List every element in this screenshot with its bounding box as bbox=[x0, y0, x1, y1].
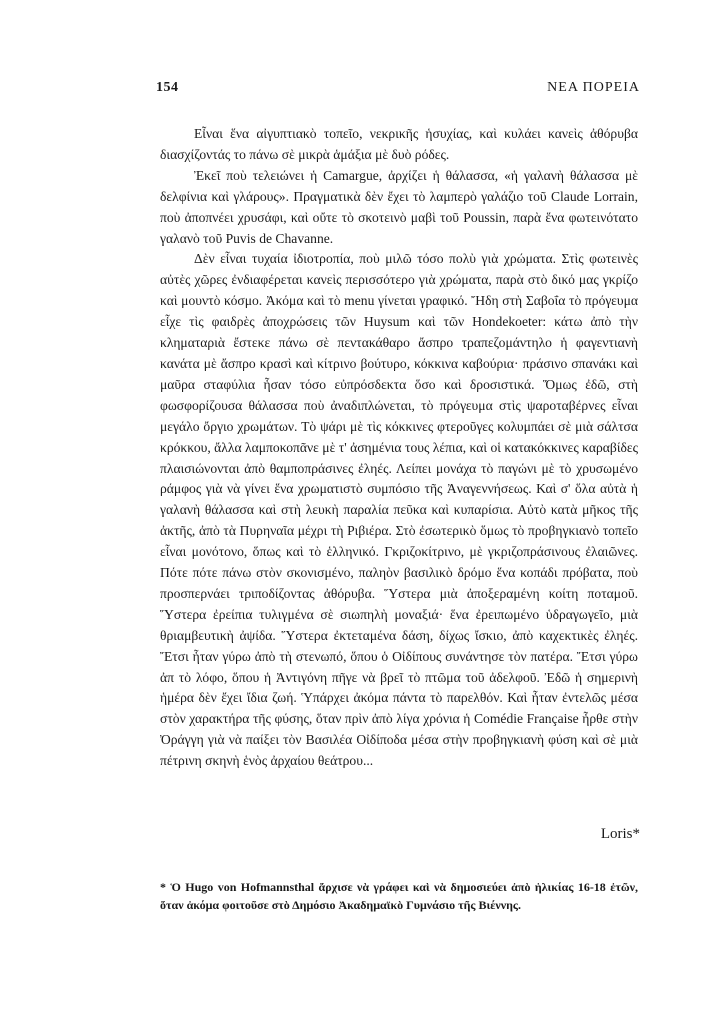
paragraph-3: Δὲν εἶναι τυχαία ἰδιοτροπία, ποὺ μιλῶ τόσο πολὺ γιὰ χρώματα. Στὶς φωτεινὲς αὐτὲς χῶρες ἐνδιαφέρεται κανεὶς περισσότερο γιὰ χρώματα, παρὰ στὸ δικό μας γκρίζο καὶ μουντὸ κόσμο. Ἀκόμα καὶ τὸ menu γίνεται γραφικό. Ἤδη στὴ Σαβοΐα τὸ πρόγευμα εἶχε τὶς φαιδρὲς ἀποχρώσεις τῶν Huysum καὶ τῶν Hondekoeter: κάτω ἀπὸ τὴν κληματαριὰ ἔστεκε πάνω σὲ πεντακάθαρο ἄσπρο τραπεζομάντηλο ἡ φαγεντιανὴ κανάτα μὲ ἄσπρο κρασὶ καὶ κίτρινο βούτυρο, κόκκινα καβούρια· πράσινο σπανάκι καὶ μαῦρα σταφύλια ἦσαν τόσο εὐπρόσδεκτα ὅσο καὶ δροσιστικά. Ὅμως ἐδῶ, στὴ φωσφορίζουσα θάλασσα ποὺ ἀναδιπλώνεται, τὸ πρόγευμα στὶς ψαροταβέρνες εἶναι μεγάλο ὄργιο χρωμάτων. Τὸ ψάρι μὲ τὶς κόκκινες φτεροῦγες κολυμπάει σὲ μιὰ σάλτσα κρόκκου, ἄλλα λαμποκοπᾶνε μὲ τ' ἀσημένια τους λέπια, καὶ οἱ κατακόκκινες καραβίδες πλαισιώνονται ἀπὸ θαμποπράσινες ἐληές. Λείπει μονάχα τὸ παγώνι μὲ τὸ χρυσωμένο ράμφος γιὰ νὰ γίνει ἕνα χρωματιστὸ συμπόσιο τῆς Ἀναγεννήσεως. Καὶ σ' ὅλα αὐτὰ ἡ γαλανὴ θάλασσα καὶ στὴ λευκὴ παραλία πεῦκα καὶ κυπαρίσια. Αὐτὸ κατὰ μῆκος τῆς ἀκτῆς, ἀπὸ τὰ Πυρηναῖα μέχρι τὴ Ριβιέρα. Στὸ ἐσωτερικὸ ὅμως τὸ προβηγκιανὸ τοπεῖο εἶναι μονότονο, ὅπως καὶ τὸ ἑλληνικό. Γκριζοκίτρινο, μὲ γκριζοπράσινους ἐλαιῶνες. Πότε πότε πάνω στὸν σκονισμένο, παληὸν βασιλικὸ δρόμο ἕνα κοπάδι πρόβατα, ποὺ προσπερνάει τριποδίζοντας ἀθόρυβα. Ὕστερα μιὰ ἀποξεραμένη κοίτη ποταμοῦ. Ὕστερα ἐρείπια τυλιγμένα σὲ σιωπηλὴ μοναξιά· ἕνα ἐρειπωμένο ὑδραγωγεῖο, μιὰ θριαμβευτικὴ ἀψίδα. Ὕστερα ἐκτεταμένα δάση, δίχως ἴσκιο, ἀπὸ καχεκτικὲς ἐληές. Ἔτσι ἦταν γύρω ἀπὸ τὴ στενωπό, ὅπου ὁ Οἰδίπους συνάντησε τὸν πατέρα. Ἔτσι γύρω ἀπ τὸ λόφο, ὅπου ἡ Ἀντιγόνη πῆγε νὰ βρεῖ τὸ πτῶμα τοῦ ἀδελφοῦ. Ἐδῶ ἡ σημερινὴ ἡμέρα δὲν ἔχει ἴδια ζωή. Ὑπάρχει ἀκόμα πάντα τὸ παρελθόν. Καὶ ἦταν ἐντελῶς μέσα στὸν χαρακτήρα τῆς φύσης, ὅταν πρὶν ἀπὸ λίγα χρόνια ἡ Comédie Française ἦρθε στὴν Ὀράγγη γιὰ νὰ παίξει τὸν Βασιλέα Οἰδίποδα μέσα στὴν προβηγκιανὴ φύση καὶ σὲ μιὰ πέτρινη σκηνὴ ἑνὸς ἀρχαίου θεάτρου... bbox=[160, 251, 638, 769]
paragraph-1: Εἶναι ἕνα αἰγυπτιακὸ τοπεῖο, νεκρικῆς ἡσυχίας, καὶ κυλάει κανεὶς ἀθόρυβα διασχίζοντάς το πάνω σὲ μικρὰ ἁμάξια μὲ δυὸ ρόδες. bbox=[160, 126, 638, 162]
page-number: 154 bbox=[156, 80, 179, 95]
paragraph-2: Ἐκεῖ ποὺ τελειώνει ἡ Camargue, ἀρχίζει ἡ θάλασσα, «ἡ γαλανὴ θάλασσα μὲ δελφίνια καὶ γλάρους». Πραγματικὰ δὲν ἔχει τὸ λαμπερὸ γαλάζιο τοῦ Claude Lorrain, ποὺ ἀποπνέει χρυσάφι, καὶ οὔτε τὸ σκοτεινὸ μαβὶ τοῦ Poussin, παρὰ ἕνα φωτεινότατο γαλανὸ τοῦ Puvis de Chavanne. bbox=[160, 167, 638, 246]
body-text bbox=[160, 124, 638, 772]
footnote: * Ὁ Hugo von Hofmannsthal ἄρχισε νὰ γράφει καὶ νὰ δημοσιεύει ἀπὸ ἡλικίας 16-18 ἐτῶν, ὅταν ἀκόμα φοιτοῦσε στὸ Δημόσιο Ἀκαδημαϊκὸ Γυμνάσιο τῆς Βιέννης. bbox=[160, 880, 638, 912]
author-signature: Loris* bbox=[600, 826, 640, 842]
running-head: ΝΕΑ ΠΟΡΕΙΑ bbox=[547, 80, 640, 95]
